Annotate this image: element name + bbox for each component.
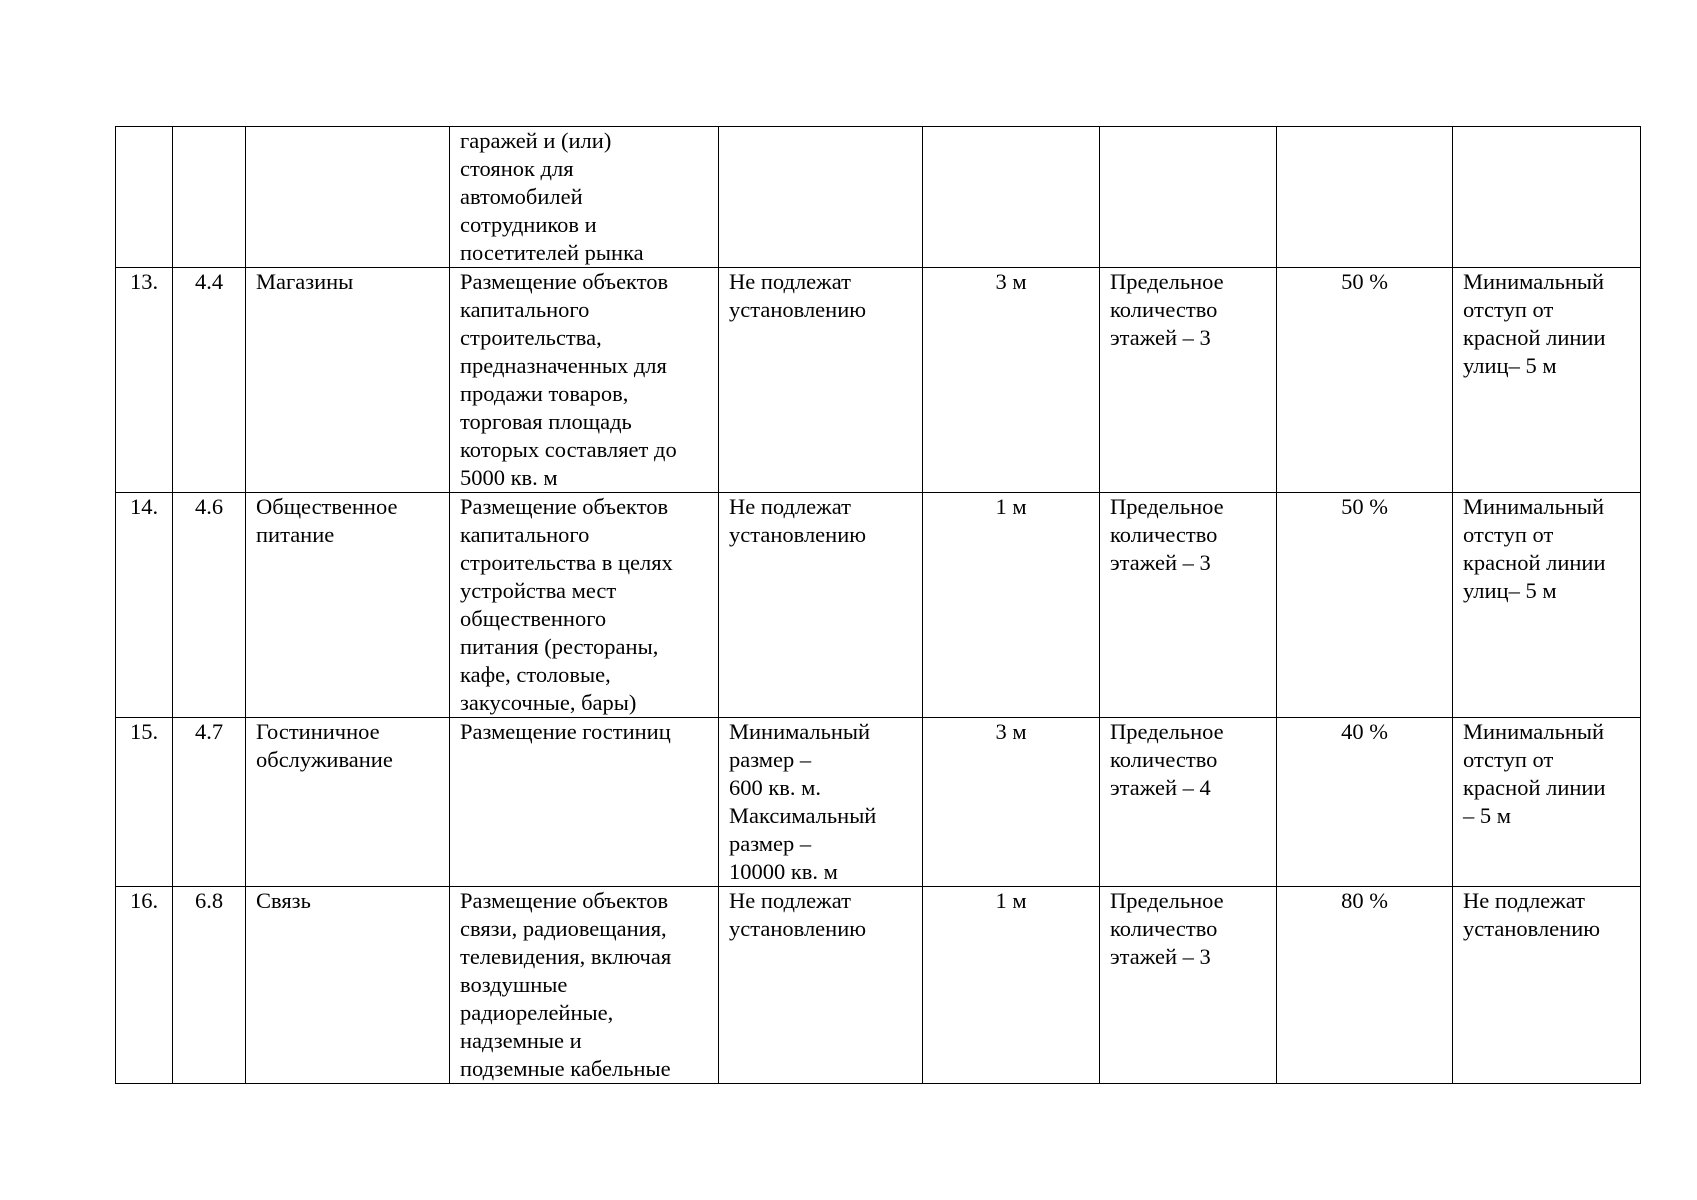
use-name-cell <box>246 127 450 268</box>
use-description-cell: гаражей и (или) стоянок для автомобилей сотрудников и посетителей рынка <box>450 127 719 268</box>
use-name-cell: Общественное питание <box>246 493 450 718</box>
floors-cell: Предельное количество этажей – 3 <box>1100 268 1277 493</box>
coverage-cell: 50 % <box>1277 493 1453 718</box>
plot-size-cell: Минимальный размер – 600 кв. м. Максимальный размер – 10000 кв. м <box>719 718 923 887</box>
setback-cell: 3 м <box>923 718 1100 887</box>
row-number-cell: 13. <box>116 268 173 493</box>
floors-cell: Предельное количество этажей – 4 <box>1100 718 1277 887</box>
use-code-cell: 4.7 <box>173 718 246 887</box>
plot-size-cell: Не подлежат установлению <box>719 268 923 493</box>
plot-size-cell: Не подлежат установлению <box>719 493 923 718</box>
use-name-cell: Гостиничное обслуживание <box>246 718 450 887</box>
other-limits-cell: Минимальный отступ от красной линии – 5 м <box>1453 718 1641 887</box>
table-row <box>116 127 1641 268</box>
other-limits-cell: Не подлежат установлению <box>1453 887 1641 1084</box>
use-description-cell: Размещение гостиниц <box>450 718 719 887</box>
row-number-cell <box>116 127 173 268</box>
use-code-cell: 6.8 <box>173 887 246 1084</box>
coverage-cell <box>1277 127 1453 268</box>
setback-cell: 3 м <box>923 268 1100 493</box>
floors-cell <box>1100 127 1277 268</box>
other-limits-cell: Минимальный отступ от красной линии улиц– 5 м <box>1453 268 1641 493</box>
row-number-cell: 15. <box>116 718 173 887</box>
use-name-cell: Связь <box>246 887 450 1084</box>
row-number-cell: 14. <box>116 493 173 718</box>
floors-cell: Предельное количество этажей – 3 <box>1100 887 1277 1084</box>
table-row <box>116 493 1641 718</box>
setback-cell: 1 м <box>923 887 1100 1084</box>
use-code-cell: 4.6 <box>173 493 246 718</box>
coverage-cell: 80 % <box>1277 887 1453 1084</box>
coverage-cell: 50 % <box>1277 268 1453 493</box>
use-code-cell <box>173 127 246 268</box>
floors-cell: Предельное количество этажей – 3 <box>1100 493 1277 718</box>
table-row <box>116 718 1641 887</box>
table-row <box>116 887 1641 1084</box>
row-number-cell: 16. <box>116 887 173 1084</box>
other-limits-cell: Минимальный отступ от красной линии улиц– 5 м <box>1453 493 1641 718</box>
plot-size-cell: Не подлежат установлению <box>719 887 923 1084</box>
use-name-cell: Магазины <box>246 268 450 493</box>
use-description-cell: Размещение объектов связи, радиовещания, телевидения, включая воздушные радиорелейные, надземные и подземные кабельные <box>450 887 719 1084</box>
use-description-cell: Размещение объектов капитального строительства в целях устройства мест общественного питания (рестораны, кафе, столовые, закусочные, бары) <box>450 493 719 718</box>
setback-cell: 1 м <box>923 493 1100 718</box>
land-use-regulations-table <box>115 126 1641 1084</box>
other-limits-cell <box>1453 127 1641 268</box>
use-description-cell: Размещение объектов капитального строительства, предназначенных для продажи товаров, торговая площадь которых составляет до 5000 кв. м <box>450 268 719 493</box>
setback-cell <box>923 127 1100 268</box>
use-code-cell: 4.4 <box>173 268 246 493</box>
plot-size-cell <box>719 127 923 268</box>
table-row <box>116 268 1641 493</box>
coverage-cell: 40 % <box>1277 718 1453 887</box>
